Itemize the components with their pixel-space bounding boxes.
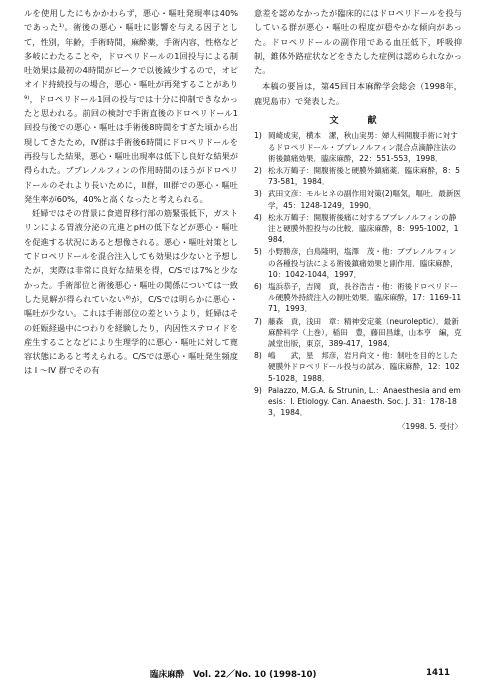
reference-item bbox=[254, 316, 462, 350]
reference-number: 3) bbox=[254, 189, 262, 199]
reference-number: 9) bbox=[254, 385, 262, 395]
page-number: 1411 bbox=[426, 668, 450, 678]
right-column bbox=[254, 6, 462, 435]
reference-text: 岡崎成実，横本 潔，秋山実男：婦人科開腹手術に対するドロペリドール・ブプレノルフィン混合点滴静注法の術後鎮痛効果．臨床麻酔，22：551-553，1998． bbox=[268, 131, 458, 163]
body-paragraph-2: 妊婦ではその背景に食道胃移行部の筋緊張低下，ガストリンによる胃液分泌の亢進とpHの低下などが悪心・嘔吐を促進する状況にあると想像される。悪心・嘔吐対策としてドロペリドールを混合注入しても効果は少ないと予想したが，実際は非常に良好な結果を得，C/Sでは7%と少なかった。手術部位と術後悪心・嘔吐の関係については一致した見解が得られていない⁹⁾が，C/Sでは明らかに悪心・嘔吐が少ない。これは手術部位の差というより，妊婦はその妊娠経過中につわりを経験したり，内因性ステロイドを産生することなどにより生理学的に悪心・嘔吐に対して寛容状態にあると考えられる。C/Sでは悪心・嘔吐発生頻度は I ～IV 群でその有 bbox=[24, 208, 238, 376]
references-title: 文 献 bbox=[329, 116, 387, 127]
reference-item bbox=[254, 350, 462, 384]
reference-text: 塩浜恭子，吉岡 貢，長谷浩吉・他：術後ドロペリドール硬膜外持続注入の制吐効果．臨床麻酔，17：1169-1171，1993． bbox=[268, 282, 462, 314]
reference-number: 6) bbox=[254, 282, 262, 292]
reference-number: 2) bbox=[254, 165, 262, 175]
references-list bbox=[254, 130, 462, 418]
reference-text: 藤森 貢，浅田 章：精神安定薬（neuroleptic）．最新麻酔科学（上巻），稲田 豊，藤田昌雄，山本亨 編，克誠堂出版，東京，389-417，1984． bbox=[268, 316, 462, 349]
page-footer bbox=[0, 668, 480, 684]
body-paragraph-3: 意差を認めなかったが臨床的にはドロペリドールを投与している群が悪心・嘔吐の程度が穏やかな傾向があった。ドロペリドールの副作用である血圧低下，呼吸抑制，錐体外路症状などをきたした症例は認められなかった。 bbox=[254, 8, 462, 76]
received-date: 〈1998. 5. 受付〉 bbox=[397, 422, 462, 432]
presentation-note: 本稿の要旨は，第45回日本麻酔学会総会（1998年，鹿児島市）で発表した。 bbox=[254, 81, 462, 106]
reference-item bbox=[254, 165, 462, 187]
left-column bbox=[24, 6, 238, 378]
reference-number: 1) bbox=[254, 131, 262, 141]
body-paragraph-1: ルを使用したにもかかわらず，悪心・嘔吐発現率は40%であった¹⁾。術後の悪心・嘔吐に影響を与える因子として，性別，年齢，手術時間，麻酔薬，手術内容，性格など多岐にわたることや，ドロペリドールの1回投与による制吐効果は最初の4時間がピークで以後減少するので，オピオイド持続投与の場合，悪心・嘔吐が再発することがあり⁹⁾，ドロペリドール1回の投与では十分に抑制できなかったと思われる。前回の検討で手術直後のドロペリドール1回投与後での悪心・嘔吐は手術後8時間をすぎた頃から出現してきたため，IV群は手術後6時間にドロペリドールを再投与した結果，悪心・嘔吐出現率は低下し良好な結果が得られた。ブプレノルフィンの作用時間のほうがドロペリドールのそれより長いために，II群，III群での悪心・嘔吐発生率が60%，40%と高くなったと考えられる。 bbox=[24, 8, 238, 204]
reference-text: 松永万鶴子：開腹術後と硬膜外鎮痛薬．臨床麻酔，8：573-581，1984． bbox=[268, 165, 460, 187]
reference-number: 5) bbox=[254, 247, 262, 257]
reference-text: Palazzo, M.G.A. & Strunin, L.：Anaesthesia and emesis：I. Etiology. Can. Anaesth. Soc. J. 31：178-183，1984． bbox=[268, 385, 461, 418]
reference-item bbox=[254, 130, 462, 164]
reference-number: 4) bbox=[254, 212, 262, 222]
reference-item bbox=[254, 246, 462, 280]
reference-number: 7) bbox=[254, 316, 262, 326]
reference-number: 8) bbox=[254, 351, 262, 361]
reference-item bbox=[254, 281, 462, 315]
reference-item bbox=[254, 188, 462, 210]
reference-text: 小野勝彦，白鳥隆明，塩澤 茂・他：ブプレノルフィンの各種投与法による術後鎮痛効果と副作用．臨床麻酔，10：1042-1044，1997． bbox=[268, 247, 458, 279]
reference-text: 松永万鶴子：開腹術後痛に対するブプレノルフィンの静注と硬膜外腔投与の比較．臨床麻酔，8：995-1002，1984． bbox=[268, 212, 459, 245]
journal-citation: 臨床麻酔 Vol. 22／No. 10 (1998-10) bbox=[150, 670, 317, 680]
reference-text: 武田文彦：モルヒネの副作用対策(2)嘔気，嘔吐．最新医学，45：1248-1249，1990． bbox=[268, 189, 462, 210]
reference-text: 嶋 武，星 邦彦，岩月尚文・他：制吐を目的とした硬膜外ドロペリドール投与の試み．臨床麻酔，12：1025-1028，1988． bbox=[268, 351, 460, 383]
reference-item bbox=[254, 385, 462, 419]
reference-item bbox=[254, 212, 462, 246]
